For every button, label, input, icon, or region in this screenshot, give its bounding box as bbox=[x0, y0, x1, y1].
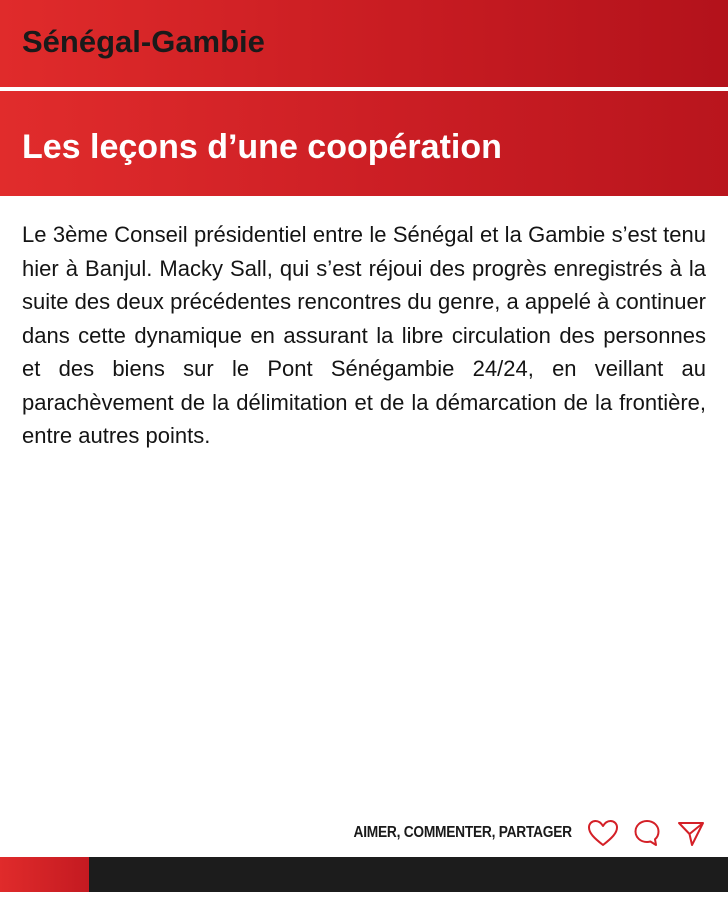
article-body: Le 3ème Conseil présidentiel entre le Sénégal et la Gambie s’est tenu hier à Banjul. Macky Sall, qui s’est réjoui des progrès enregistrés à la suite des deux précédentes rencontres du genre, a appelé à continuer dans cette dynamique en assurant la libre circulation des personnes et des biens sur le Pont Sénégambie 24/24, en veillant au parachèvement de la délimitation et de la démarcation de la frontière, entre autres points. bbox=[22, 222, 706, 448]
social-actions-label: AIMER, COMMENTER, PARTAGER bbox=[353, 824, 572, 841]
title-banner bbox=[0, 91, 728, 196]
heart-icon[interactable] bbox=[586, 816, 620, 850]
category-banner bbox=[0, 0, 728, 87]
comment-icon[interactable] bbox=[630, 816, 664, 850]
social-actions bbox=[318, 815, 708, 851]
footer-dark-band bbox=[89, 857, 728, 892]
share-icon[interactable] bbox=[674, 816, 708, 850]
category-label: Sénégal-Gambie bbox=[22, 24, 265, 59]
footer-accent bbox=[0, 857, 89, 892]
article-title: Les leçons d’une coopération bbox=[22, 128, 502, 166]
footer-bar bbox=[0, 857, 728, 892]
